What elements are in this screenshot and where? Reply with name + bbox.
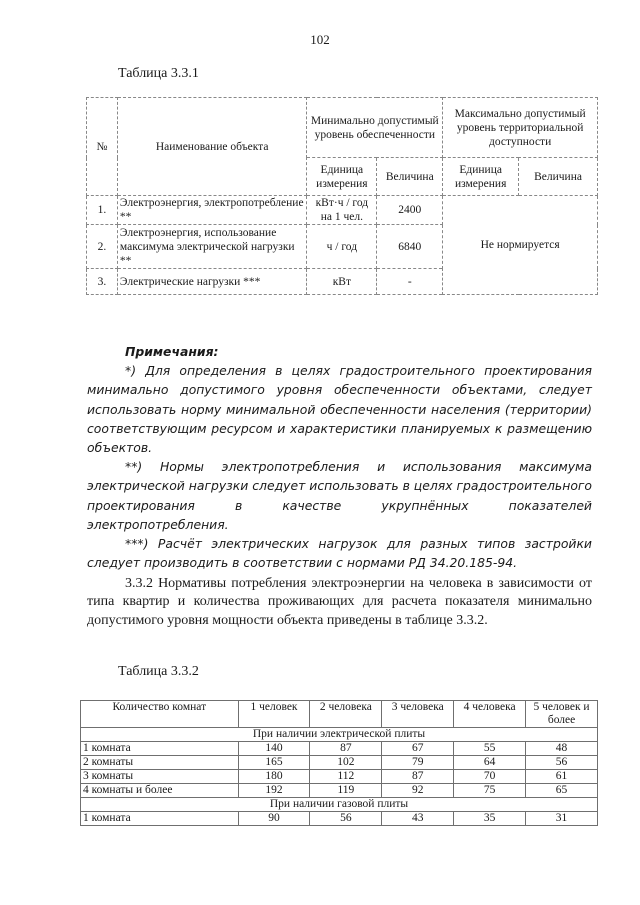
note-3: ***) Расчёт электрических нагрузок для разных типов застройки следует производить в соответствии с нормами РД 34.20.185-94. <box>87 536 592 571</box>
section-3-3-2 <box>87 575 592 630</box>
table-row <box>81 756 598 770</box>
value-cell: 87 <box>310 742 382 756</box>
table-3-3-2 <box>80 700 598 826</box>
value-cell: 140 <box>238 742 310 756</box>
row-unit: кВт·ч / год на 1 чел. <box>307 196 377 225</box>
value-cell: 75 <box>454 784 526 798</box>
table-3-3-2-caption: Таблица 3.3.2 <box>118 664 199 679</box>
value-cell: 92 <box>382 784 454 798</box>
value-cell: 65 <box>526 784 598 798</box>
header-object-name: Наименование объекта <box>117 98 307 196</box>
table-3-3-1-caption: Таблица 3.3.1 <box>118 66 199 81</box>
rooms-cell: 2 комнаты <box>81 756 239 770</box>
table-row <box>81 798 598 812</box>
not-normed-cell: Не нормируется <box>443 196 598 295</box>
header-unit-2: Единица измерения <box>443 158 519 196</box>
section-3-3-2-text: 3.3.2 Нормативы потребления электроэнергии на человека в зависимости от типа квартир и количества проживающих для расчета показателя минимально допустимого уровня мощности объекта приведены в таблице 3.3.2. <box>87 576 592 628</box>
table-row <box>81 701 598 728</box>
value-cell: 119 <box>310 784 382 798</box>
header-persons: 4 человека <box>454 701 526 728</box>
row-num: 3. <box>87 269 118 295</box>
rooms-cell: 1 комната <box>81 742 239 756</box>
table-row <box>81 770 598 784</box>
value-cell: 180 <box>238 770 310 784</box>
value-cell: 112 <box>310 770 382 784</box>
row-unit: кВт <box>307 269 377 295</box>
row-num: 1. <box>87 196 118 225</box>
value-cell: 35 <box>454 812 526 826</box>
notes-block <box>87 342 592 572</box>
notes-heading: Примечания: <box>125 344 219 359</box>
value-cell: 79 <box>382 756 454 770</box>
section-gas: При наличии газовой плиты <box>81 798 598 812</box>
row-value: 2400 <box>377 196 443 225</box>
row-name: Электроэнергия, использование максимума электрической нагрузки ** <box>117 225 307 269</box>
table-row <box>81 728 598 742</box>
rooms-cell: 1 комната <box>81 812 239 826</box>
table-3-3-1 <box>86 97 598 295</box>
header-value: Величина <box>377 158 443 196</box>
page-number: 102 <box>310 32 330 47</box>
value-cell: 48 <box>526 742 598 756</box>
note-2: **) Нормы электропотребления и использования максимума электрической нагрузки следует использовать в целях градостроительного проектирования в качестве укрупнённых показателей электропотребления. <box>87 459 592 532</box>
header-persons: 3 человека <box>382 701 454 728</box>
header-persons: 5 человек и более <box>526 701 598 728</box>
header-persons: 2 человека <box>310 701 382 728</box>
header-value-2: Величина <box>519 158 598 196</box>
row-name: Электроэнергия, электропотребление ** <box>117 196 307 225</box>
value-cell: 87 <box>382 770 454 784</box>
header-num: № <box>87 98 118 196</box>
row-name: Электрические нагрузки *** <box>117 269 307 295</box>
row-value: - <box>377 269 443 295</box>
value-cell: 61 <box>526 770 598 784</box>
value-cell: 31 <box>526 812 598 826</box>
value-cell: 102 <box>310 756 382 770</box>
note-1: *) Для определения в целях градостроительного проектирования минимально допустимого уровня обеспеченности объектами, следует использовать норму минимальной обеспеченности населения (территории) соответствующим ресурсом и характеристики планируемых к размещению объектов. <box>87 363 592 456</box>
header-rooms: Количество комнат <box>81 701 239 728</box>
value-cell: 55 <box>454 742 526 756</box>
value-cell: 165 <box>238 756 310 770</box>
header-unit: Единица измерения <box>307 158 377 196</box>
rooms-cell: 4 комнаты и более <box>81 784 239 798</box>
row-num: 2. <box>87 225 118 269</box>
value-cell: 64 <box>454 756 526 770</box>
value-cell: 192 <box>238 784 310 798</box>
table-row <box>81 812 598 826</box>
header-min-level: Минимально допустимый уровень обеспеченности <box>307 98 443 158</box>
section-electric: При наличии электрической плиты <box>81 728 598 742</box>
value-cell: 43 <box>382 812 454 826</box>
value-cell: 70 <box>454 770 526 784</box>
value-cell: 90 <box>238 812 310 826</box>
table-row <box>81 784 598 798</box>
header-max-level: Максимально допустимый уровень территориальной доступности <box>443 98 598 158</box>
value-cell: 56 <box>526 756 598 770</box>
value-cell: 67 <box>382 742 454 756</box>
rooms-cell: 3 комнаты <box>81 770 239 784</box>
value-cell: 56 <box>310 812 382 826</box>
header-persons: 1 человек <box>238 701 310 728</box>
row-value: 6840 <box>377 225 443 269</box>
row-unit: ч / год <box>307 225 377 269</box>
table-row <box>81 742 598 756</box>
